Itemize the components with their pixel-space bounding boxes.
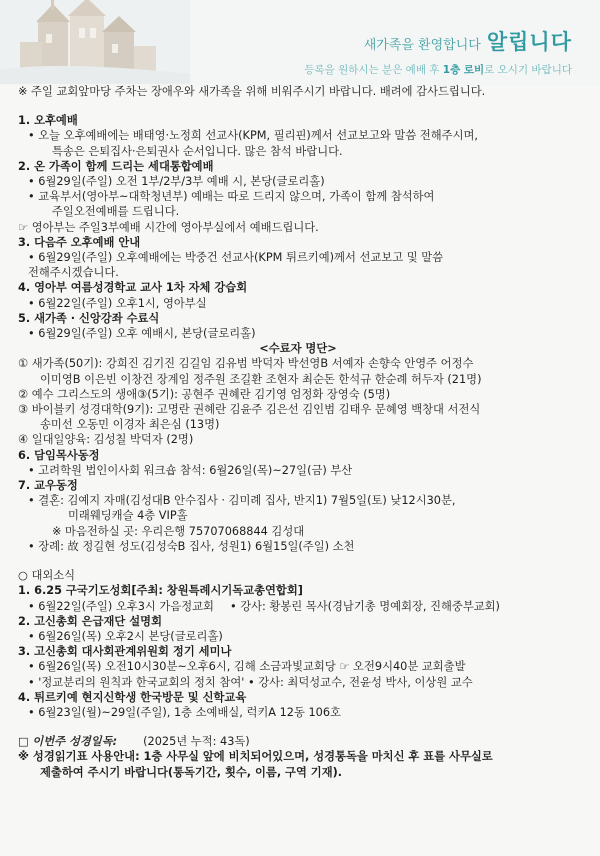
list-item: 미래웨딩캐슬 4층 VIP홀 [68,509,188,523]
welcome-banner [364,26,572,56]
list-item: • 고려학원 법인이사회 워크숍 참석: 6월26일(목)~27일(금) 부산 [28,463,353,477]
list-item: ④ 일대일양육: 김성칠 박덕자 (2명) [18,433,194,447]
event-time: • 6월22일(주일) 오후3시 가음정교회 [28,599,214,613]
list-item: ☞ 영아부는 주일3부예배 시간에 영아부실에서 예배드립니다. [18,220,319,234]
church-illustration [0,0,190,84]
list-item: • 6월26일(목) 오전10시30분~오후6시, 김해 소금과빛교회당 ☞ 오전9시40분 교회출발 [28,660,466,674]
list-item: • 6월23일(월)~29일(주일), 1층 소예배실, 럭키A 12동 106호 [28,705,341,719]
bible-reading-note: 제출하여 주시기 바랍니다(통독기간, 횟수, 이름, 구역 기재). [40,765,343,779]
header [0,0,600,86]
section-member-news: 7. 교우동정 [18,479,78,493]
list-item: ② 예수 그리스도의 생애③(5기): 공현주 권혜란 김기영 엄정화 장영숙 (5명) [18,387,391,401]
list-item: ③ 바이블키 성경대학(9기): 고명란 권혜란 김윤주 김은선 김인범 김태우 문혜영 백창대 서전식 [18,403,481,417]
list-item: • 6월29일(주일) 오후 예배시, 본당(글로리홀) [28,327,256,341]
list-item: 전해주시겠습니다. [28,266,119,280]
page-title: 알립니다 [486,30,572,54]
list-item: 주일오전예배를 드립니다. [52,205,180,219]
list-item: ① 새가족(50기): 강희진 김기진 김길임 김유범 박덕자 박선영B 서예자 손향숙 안영주 어정수 [18,357,474,371]
list-item: • 6월22일(주일) 오후1시, 영아부실 [28,296,207,310]
list-item [18,599,578,614]
bible-reading-note: ※ 성경읽기표 사용안내: 1층 사무실 앞에 비치되어있으며, 성경통독을 마치신 후 표를 사무실로 [18,750,493,764]
section-next-week-service: 3. 다음주 오후예배 안내 [18,235,141,249]
registration-prefix: 등록을 원하시는 분은 예배 후 [304,64,443,76]
registration-suffix: 로 오시기 바랍니다 [484,64,572,76]
section-integrated-worship: 2. 온 가족이 함께 드리는 세대통합예배 [18,159,214,173]
list-item: • 오늘 오후예배에는 배태영·노정희 선교사(KPM, 필리핀)께서 선교보고와 말씀 전해주시며, [28,129,478,143]
list-item: • 장례: 故 정길현 성도(김성숙B 집사, 성원1) 6월15일(주일) 소천 [28,539,355,553]
external-item-title: 2. 고신총회 은급재단 설명회 [18,614,162,628]
section-graduation: 5. 새가족 · 신앙강좌 수료식 [18,311,160,325]
external-item-title: 1. 6.25 구국기도성회[주최: 창원특례시기독교총연합회] [18,584,303,598]
list-item: • 교육부서(영아부~대학청년부) 예배는 따로 드리지 않으며, 가족이 함께 참석하여 [28,190,435,204]
graduate-list-title: <수료자 명단> [259,342,337,356]
external-item-title: 4. 튀르키예 현지신학생 한국방문 및 신학교육 [18,690,247,704]
list-item: • 6월29일(주일) 오후예배에는 박중건 선교사(KPM 튀르키예)께서 선교보고 및 말씀 [28,251,444,265]
list-item: ※ 마음전하실 곳: 우리은행 75707068844 김성대 [52,524,305,538]
section-external-news: ○ 대외소식 [18,569,76,583]
welcome-text: 새가족을 환영합니다 [363,38,481,53]
parking-notice: ※ 주일 교회앞마당 주차는 장애우와 새가족을 위해 비워주시기 바랍니다. 배려에 감사드립니다. [18,85,486,98]
bible-reading-label: 이번주 성경일독: [32,735,118,749]
registration-location: 1층 로비 [442,64,485,76]
list-item: • 6월29일(주일) 오전 1부/2부/3부 예배 시, 본당(글로리홀) [28,175,325,189]
section-vbs-training: 4. 영아부 여름성경학교 교사 1차 자체 강습회 [18,281,248,295]
section-pastor-schedule: 6. 담임목사동정 [18,448,100,462]
list-item: 송미선 오동민 이경자 최은심 (13명) [40,418,220,432]
event-speaker: • 강사: 황봉린 목사(경남기총 명예회장, 진해중부교회) [229,599,500,613]
section-afternoon-service: 1. 오후예배 [18,114,78,128]
list-item: 특송은 은퇴집사·은퇴권사 순서입니다. 많은 참석 바랍니다. [52,144,343,158]
list-item: • '정교분리의 원칙과 한국교회의 정치 참여' • 강사: 최덕성교수, 전윤성 박사, 이상원 교수 [28,675,473,689]
list-item: • 6월26일(목) 오후2시 본당(글로리홀) [28,629,223,643]
checkbox-icon: □ [18,735,29,749]
registration-note [304,62,572,77]
announcement-list [18,84,578,780]
bible-reading-row [18,734,578,749]
bible-reading-count: (2025년 누적: 43독) [143,735,250,749]
list-item: • 결혼: 김예지 자매(김성대B 안수집사 · 김미례 집사, 반지1) 7월5일(토) 낮12시30분, [28,494,456,508]
list-item: 이미영B 이은빈 이창건 장계임 정주원 조길환 조현자 최순돈 한석규 한순례 허두자 (21명) [40,372,482,386]
external-item-title: 3. 고신총회 대사회관계위원회 정기 세미나 [18,645,232,659]
